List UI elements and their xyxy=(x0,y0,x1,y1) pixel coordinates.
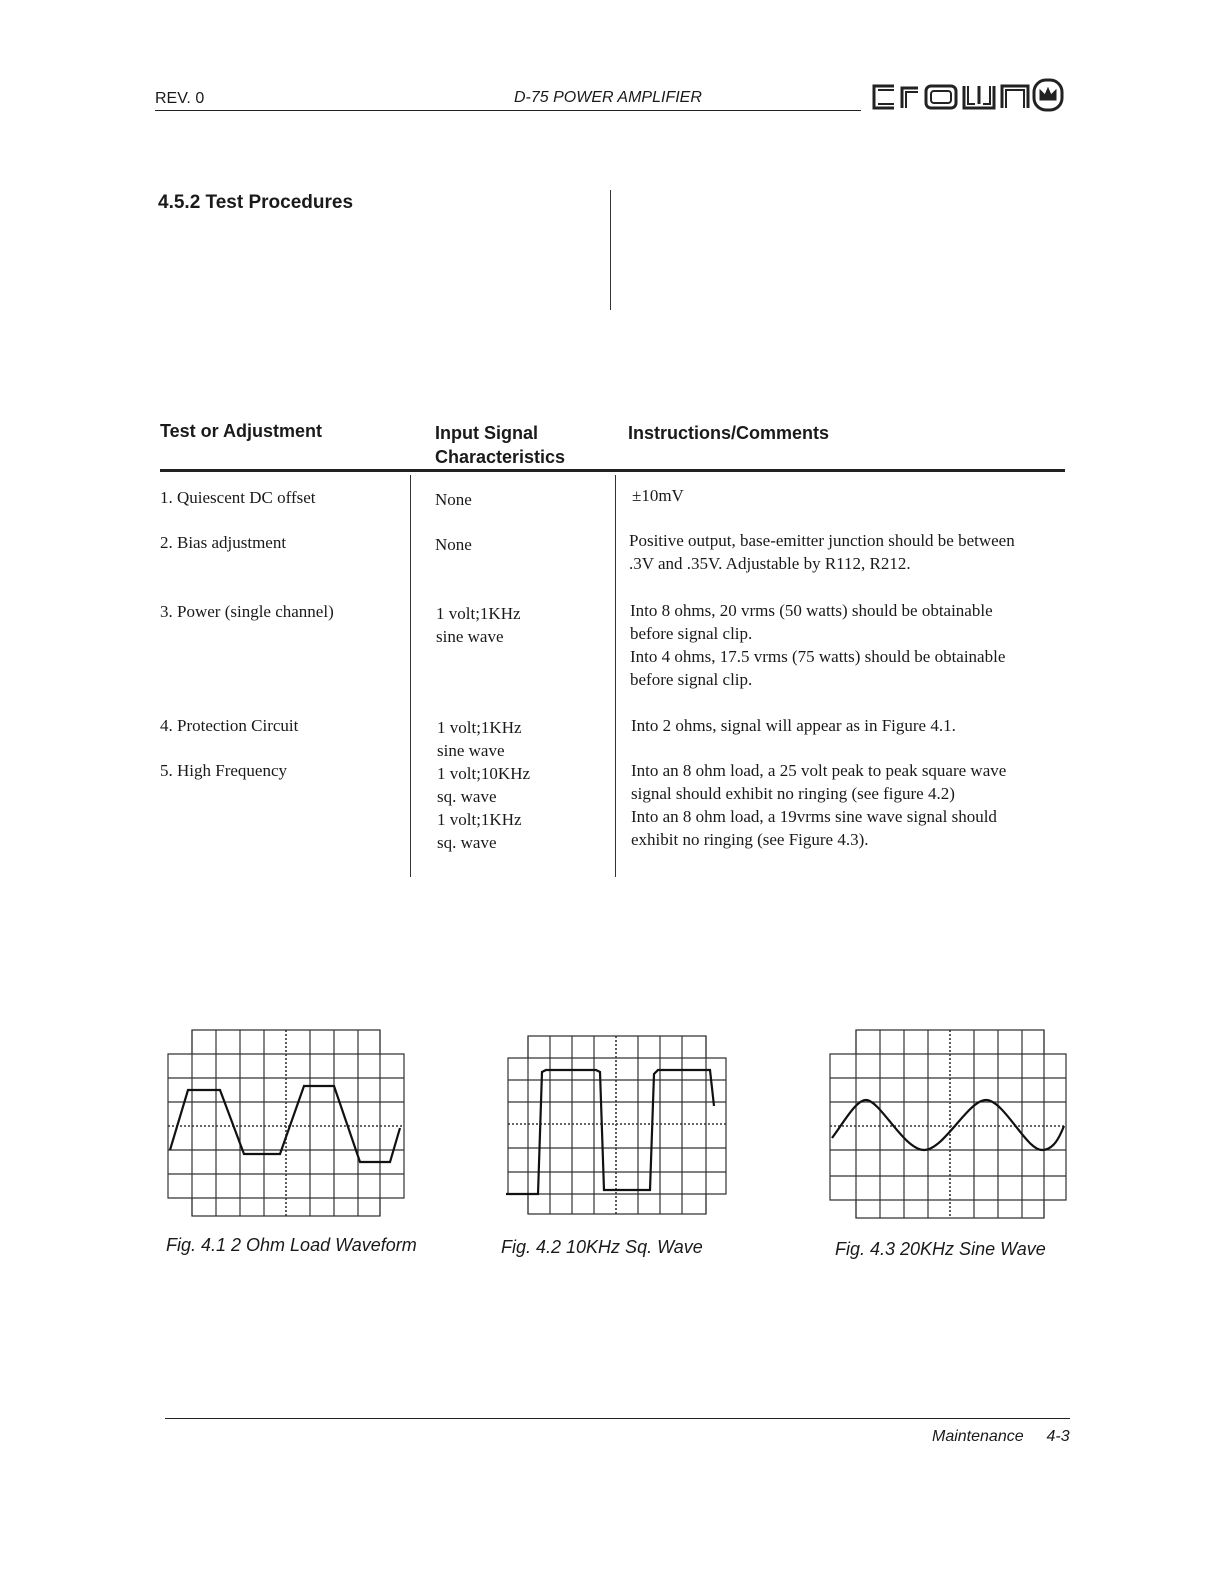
footer-rule xyxy=(165,1418,1070,1419)
table-cell-line: Into 8 ohms, 20 vrms (50 watts) should be obtainable xyxy=(630,601,993,620)
table-cell-line: .3V and .35V. Adjustable by R112, R212. xyxy=(629,554,911,573)
column-header-input xyxy=(435,421,565,469)
table-row-input xyxy=(436,602,521,648)
table-cell-line: exhibit no ringing (see Figure 4.3). xyxy=(631,830,869,849)
waveform-trace xyxy=(832,1100,1064,1150)
column-header-instructions: Instructions/Comments xyxy=(628,423,830,443)
table-row-test: 4. Protection Circuit xyxy=(160,716,299,735)
table-cell-line: 1 volt;1KHz xyxy=(437,810,522,829)
table-cell-line: signal should exhibit no ringing (see figure 4.2) xyxy=(631,784,955,803)
table-row-instructions xyxy=(632,484,684,507)
table-cell-line: before signal clip. xyxy=(630,670,753,689)
column-divider xyxy=(615,475,616,877)
table-cell-line: 1 volt;1KHz xyxy=(437,718,522,737)
figure-caption: Fig. 4.1 2 Ohm Load Waveform xyxy=(166,1235,417,1255)
column-header-input-line2: Characteristics xyxy=(435,447,566,467)
table-row-input xyxy=(435,533,472,556)
figure-caption: Fig. 4.2 10KHz Sq. Wave xyxy=(501,1237,703,1257)
table-row-test: 3. Power (single channel) xyxy=(160,602,334,621)
table-row-instructions xyxy=(629,529,1015,575)
figure-caption: Fig. 4.3 20KHz Sine Wave xyxy=(835,1239,1046,1259)
column-divider xyxy=(610,190,611,310)
table-row-input xyxy=(437,716,522,762)
table-row-test: 5. High Frequency xyxy=(160,761,288,780)
table-cell-line: Positive output, base-emitter junction should be between xyxy=(629,531,1015,550)
table-cell-line: Into 4 ohms, 17.5 vrms (75 watts) should be obtainable xyxy=(630,647,1006,666)
waveform-trace xyxy=(506,1070,714,1194)
revision-label: REV. 0 xyxy=(155,90,205,107)
table-cell-line: Into an 8 ohm load, a 25 volt peak to peak square wave xyxy=(631,761,1007,780)
table-header-rule xyxy=(160,469,1065,472)
table-cell-line: Into an 8 ohm load, a 19vrms sine wave signal should xyxy=(631,807,997,826)
table-cell-line: sine wave xyxy=(437,741,505,760)
table-row-input xyxy=(437,762,530,854)
footer-section: Maintenance xyxy=(932,1428,1024,1445)
table-row-instructions xyxy=(630,599,1005,691)
page-number: 4-3 xyxy=(1046,1428,1070,1445)
crown-logo xyxy=(868,74,1068,116)
column-header-input-line1: Input Signal xyxy=(435,423,538,443)
table-row-test: 1. Quiescent DC offset xyxy=(160,488,316,507)
table-cell-line: before signal clip. xyxy=(630,624,753,643)
table-row-test: 2. Bias adjustment xyxy=(160,533,287,552)
figure-4-2-oscilloscope xyxy=(504,1032,730,1220)
table-row-instructions xyxy=(631,714,956,737)
table-cell-line: sq. wave xyxy=(437,787,497,806)
footer xyxy=(932,1428,1070,1446)
table-cell-line: 1 volt;10KHz xyxy=(437,764,531,783)
section-title: 4.5.2 Test Procedures xyxy=(158,192,354,213)
figure-4-1-oscilloscope xyxy=(164,1026,408,1220)
column-divider xyxy=(410,475,411,877)
header-rule xyxy=(155,110,861,111)
table-cell-line: sine wave xyxy=(436,627,504,646)
table-cell-line: Into 2 ohms, signal will appear as in Figure 4.1. xyxy=(631,716,956,735)
table-cell-line: None xyxy=(435,535,472,554)
table-cell-line: 1 volt;1KHz xyxy=(436,604,521,623)
table-cell-line: ±10mV xyxy=(632,486,684,505)
table-row-input xyxy=(435,488,472,511)
table-cell-line: None xyxy=(435,490,472,509)
table-cell-line: sq. wave xyxy=(437,833,497,852)
column-header-test: Test or Adjustment xyxy=(160,421,323,441)
figure-4-3-oscilloscope xyxy=(826,1026,1070,1222)
document-title: D-75 POWER AMPLIFIER xyxy=(514,89,702,106)
table-row-instructions xyxy=(631,759,1006,851)
